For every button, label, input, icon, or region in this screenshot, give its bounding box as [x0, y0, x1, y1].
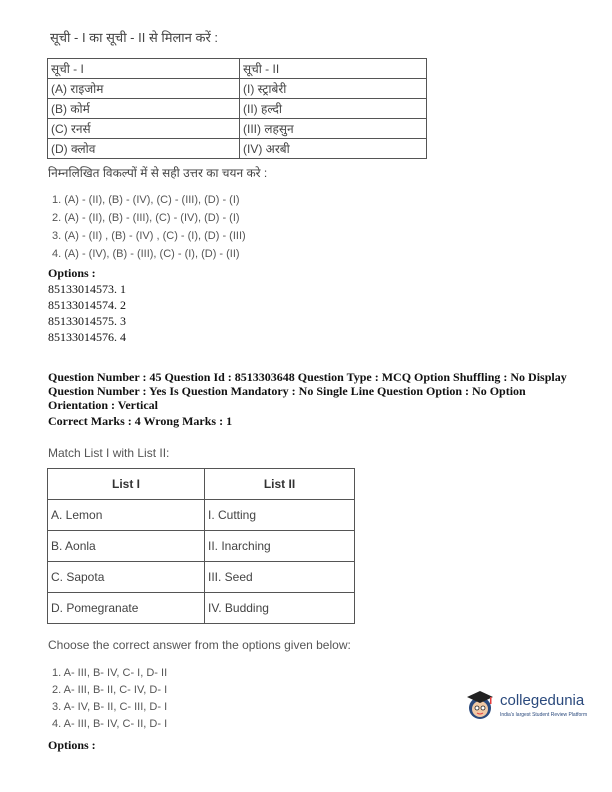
options-label: Options : [48, 738, 96, 752]
english-match-table [47, 468, 355, 624]
choice-item: 1. A- III, B- IV, C- I, D- II [52, 667, 168, 679]
table-row [48, 79, 427, 99]
logo-wordmark: collegedunia [500, 692, 585, 709]
table-header-cell: सूची - I [48, 59, 240, 79]
question-meta-line: Orientation : Vertical [48, 398, 158, 412]
table-header-cell: List II [205, 469, 355, 500]
choice-item: 2. (A) - (II), (B) - (III), (C) - (IV), (D) - (I) [52, 212, 240, 224]
question-meta-line: Question Number : Yes Is Question Mandatory : No Single Line Question Option : No Option [48, 384, 526, 398]
hindi-match-table [47, 58, 427, 159]
table-row [48, 119, 427, 139]
choice-item: 2. A- III, B- II, C- IV, D- I [52, 684, 168, 696]
graduate-cap-mascot-icon [464, 688, 496, 722]
table-cell: A. Lemon [48, 500, 205, 531]
option-id: 85133014573. 1 [48, 282, 126, 296]
table-cell: IV. Budding [205, 593, 355, 624]
table-header-cell: सूची - II [240, 59, 427, 79]
table-cell: II. Inarching [205, 531, 355, 562]
question-meta-line: Question Number : 45 Question Id : 8513303648 Question Type : MCQ Option Shuffling : No Display [48, 370, 567, 384]
table-cell: (IV) अरबी [240, 139, 427, 159]
table-cell: B. Aonla [48, 531, 205, 562]
choice-item: 4. A- III, B- IV, C- II, D- I [52, 718, 168, 730]
table-row [48, 593, 355, 624]
table-cell: (B) कोर्म [48, 99, 240, 119]
choice-item: 3. (A) - (II) , (B) - (IV) , (C) - (I), (D) - (III) [52, 230, 246, 242]
logo-tagline: India's largest Student Review Platform [500, 712, 588, 718]
table-cell: (A) राइजोम [48, 79, 240, 99]
option-id: 85133014574. 2 [48, 298, 126, 312]
table-header-row [48, 469, 355, 500]
table-row [48, 139, 427, 159]
table-cell: D. Pomegranate [48, 593, 205, 624]
options-label: Options : [48, 266, 96, 280]
choice-item: 4. (A) - (IV), (B) - (III), (C) - (I), (D) - (II) [52, 248, 240, 260]
table-cell: I. Cutting [205, 500, 355, 531]
option-id: 85133014575. 3 [48, 314, 126, 328]
hindi-instruction: निम्नलिखित विकल्पों में से सही उत्तर का चयन करे : [48, 166, 268, 180]
table-header-cell: List I [48, 469, 205, 500]
marks-line: Correct Marks : 4 Wrong Marks : 1 [48, 414, 233, 428]
table-cell: C. Sapota [48, 562, 205, 593]
english-question-title: Match List I with List II: [48, 446, 170, 460]
table-cell: (C) रनर्स [48, 119, 240, 139]
table-row [48, 531, 355, 562]
choice-item: 3. A- IV, B- II, C- III, D- I [52, 701, 168, 713]
table-cell: III. Seed [205, 562, 355, 593]
option-id: 85133014576. 4 [48, 330, 126, 344]
hindi-question-title: सूची - I का सूची - II से मिलान करें : [50, 30, 219, 45]
table-row [48, 99, 427, 119]
table-cell: (III) लहसुन [240, 119, 427, 139]
table-row [48, 500, 355, 531]
english-instruction: Choose the correct answer from the options given below: [48, 638, 351, 652]
table-header-row [48, 59, 427, 79]
table-cell: (D) क्लोव [48, 139, 240, 159]
choice-item: 1. (A) - (II), (B) - (IV), (C) - (III), (D) - (I) [52, 194, 240, 206]
table-row [48, 562, 355, 593]
table-cell: (II) हल्दी [240, 99, 427, 119]
table-cell: (I) स्ट्राबेरी [240, 79, 427, 99]
